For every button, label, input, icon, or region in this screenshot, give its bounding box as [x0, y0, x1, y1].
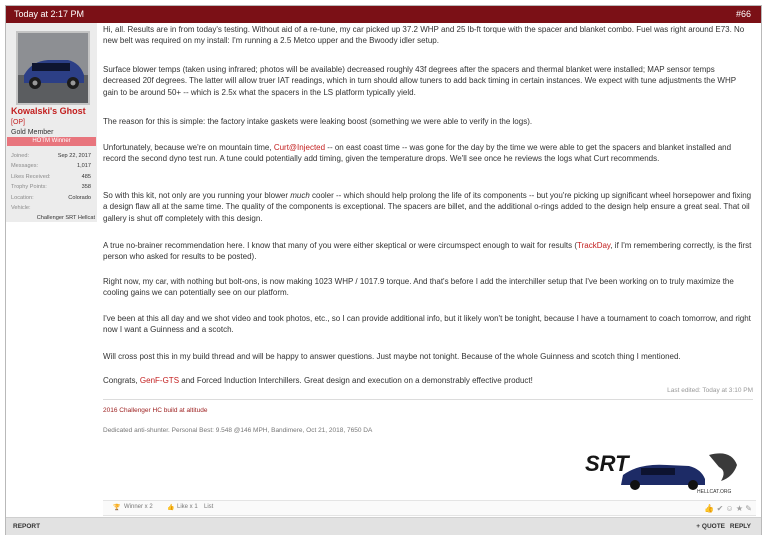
paragraph: I've been at this all day and we shot video and took photos, etc., so I can provide additional info, but it likely won't be tonight, because I have a tournament to coach tomorrow, and right now I want a Guinness and a scotch. [103, 314, 751, 335]
car-avatar-image [18, 33, 88, 103]
op-label: [OP] [11, 119, 26, 126]
paragraph: So with this kit, not only are you running your blower much cooler -- which should help prolong the life of its components -- but you're picking up significant wheel horsepower and fixing a design flaw all at the same time. The quality of the components is exceptional. The spacers are billet, and the additional o-rings added to the design help ensure a great seal. That oil gallery is shut off completely with this design. [103, 191, 752, 223]
signature-text: Dedicated anti-shunter. Personal Best: 9.548 @146 MPH, Bandimere, Oct 21, 2018, 7650 DA [103, 427, 373, 434]
like-icon: 👍 [167, 505, 175, 511]
signature-divider [103, 399, 753, 400]
mention-genf[interactable]: GenF-GTS [139, 376, 180, 385]
paragraph: Unfortunately, because we're on mountain time, Curt@Injected -- on east coast time -- was gone for the day by the time we were able to get the spacers and blanket installed and record the second dyno test run. A tune could potentially add timing, given the temperature drops. We'll see once he reviews the logs what Curt recommends. [103, 143, 732, 164]
paragraph: The reason for this is simple: the factory intake gaskets were leaking boost (something we were able to verify in the logs). [103, 117, 533, 126]
mention-curt[interactable]: Curt@Injected [273, 143, 326, 152]
post-number[interactable]: #66 [735, 9, 751, 19]
avatar[interactable] [16, 31, 90, 105]
author-panel [6, 23, 97, 222]
post-actions-bar [6, 517, 761, 535]
reaction-winner[interactable]: Winner x 2 [124, 504, 153, 510]
stat-messages: Messages: 1,017 [11, 163, 91, 170]
quote-button[interactable]: + QUOTE [696, 523, 725, 530]
report-button[interactable]: REPORT [13, 523, 41, 530]
stat-joined: Joined: Sep 22, 2017 [11, 153, 91, 159]
paragraph: Will cross post this in my build thread and will be happy to answer questions. Just maybe not tonight. Because of the whole Guinness and scotch thing I mentioned. [103, 352, 681, 361]
author-stats [11, 153, 91, 215]
paragraph: A true no-brainer recommendation here. I know that many of you were either skeptical or were circumspect enough to wait for results (TrackDay, if I'm remembering correctly, is the first person who asked for results to be posted). [103, 241, 752, 262]
reaction-icons[interactable]: 👍 ✔ ☺ ★ ✎ [704, 504, 752, 513]
reactions-bar [103, 500, 756, 516]
signature-link[interactable]: 2016 Challenger HC build at altitude [103, 407, 208, 414]
stat-likes: Likes Received: 485 [11, 173, 91, 180]
stat-vehicle: Vehicle: [11, 204, 31, 211]
last-edited: Last edited: Today at 3:10 PM [667, 387, 753, 394]
reaction-list[interactable]: List [204, 504, 214, 510]
reply-button[interactable]: REPLY [729, 523, 751, 530]
paragraph: Surface blower temps (taken using infrared; photos will be available) decreased roughly 43f degrees after the spacers and thermal blanket were installed; MAP sensor temps decreased 20f degrees. The latter will allow truer IAT readings, which in turn should allow tuners to add back timing in certain instances. We expect with tune adjustments the WHP gain to be around 50+ -- which is 2.5x what the spacers in the LS platform typically yield. [103, 65, 736, 97]
author-name[interactable]: Kowalski's Ghost [11, 106, 86, 116]
post-header-bar [6, 6, 761, 23]
post-date[interactable]: Today at 2:17 PM [14, 9, 85, 19]
vehicle-value: Challenger SRT Hellcat [36, 215, 95, 221]
hellcat-banner [581, 447, 741, 495]
paragraph: Right now, my car, with nothing but bolt-ons, is now making 1023 WHP / 1017.9 torque. And that's before I add the interchiller setup that I've been working on to truly maximize the cooling gains we can potentially see on our platform. [103, 277, 734, 298]
winner-icon: 🏆 [113, 505, 121, 511]
stat-location: Location: Colorado [11, 194, 91, 201]
stat-trophy: Trophy Points: 358 [11, 184, 91, 191]
forum-post [5, 5, 762, 535]
paragraph: Hi, all. Results are in from today's testing. Without aid of a re-tune, my car picked up 37.2 WHP and 25 lb-ft torque with the spacer and blanket combo. Fuel was right around E73. No new belt was required on my install: I'm running a 2.5 Metco upper and the Bwoody idler setup. [103, 25, 745, 46]
hotm-badge: HOTM Winner [7, 137, 96, 146]
hellcat-org-text: HELLCAT.ORG [697, 489, 732, 495]
hellcat-logo-icon [581, 447, 741, 495]
mention-trackday[interactable]: TrackDay [577, 241, 611, 250]
paragraph: Congrats, GenF-GTS and Forced Induction Interchillers. Great design and execution on a demonstrably effective product! [103, 376, 533, 385]
srt-logo-text: SRT [585, 451, 629, 476]
member-rank: Gold Member [11, 129, 54, 136]
reaction-like[interactable]: Like x 1 [177, 504, 198, 510]
